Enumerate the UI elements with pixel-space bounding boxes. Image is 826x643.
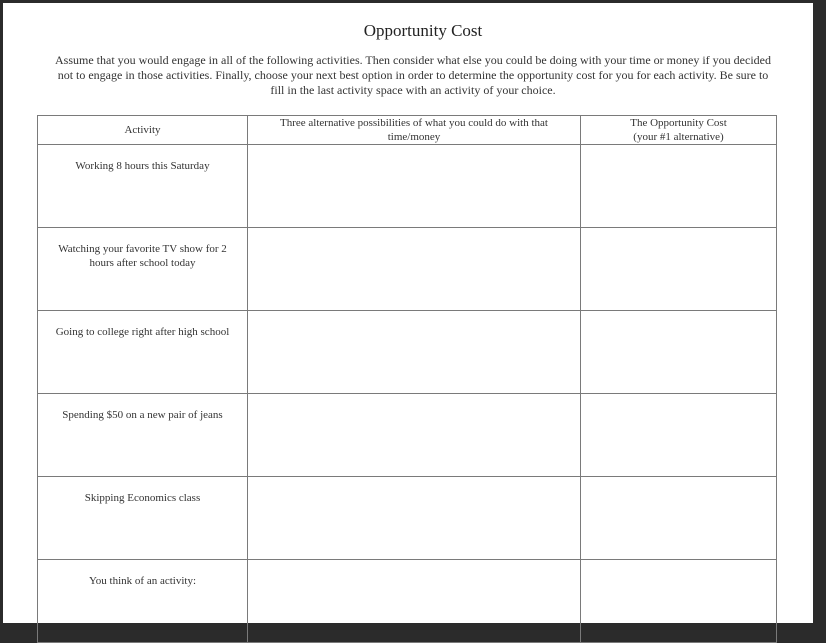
- activity-cell: Going to college right after high school: [38, 311, 248, 394]
- column-header-activity: Activity: [38, 116, 248, 145]
- opportunity-cost-cell[interactable]: [581, 228, 777, 311]
- table-row: [38, 560, 777, 643]
- activity-cell: Spending $50 on a new pair of jeans: [38, 394, 248, 477]
- worksheet-title: Opportunity Cost: [363, 21, 483, 40]
- opportunity-cost-table: [37, 115, 777, 643]
- activity-cell: Skipping Economics class: [38, 477, 248, 560]
- opportunity-cost-cell[interactable]: [581, 311, 777, 394]
- alternatives-cell[interactable]: [248, 145, 581, 228]
- alternatives-cell[interactable]: [248, 394, 581, 477]
- table-row: [38, 477, 777, 560]
- activity-cell: Watching your favorite TV show for 2 hours after school today: [38, 228, 248, 311]
- table-header-row: [38, 116, 777, 145]
- opportunity-cost-cell[interactable]: [581, 560, 777, 643]
- alternatives-cell[interactable]: [248, 560, 581, 643]
- table-row: [38, 145, 777, 228]
- opportunity-cost-cell[interactable]: [581, 477, 777, 560]
- activity-cell: Working 8 hours this Saturday: [38, 145, 248, 228]
- column-header-alternatives: Three alternative possibilities of what you could do with that time/money: [248, 116, 581, 145]
- table-row: [38, 394, 777, 477]
- activity-cell: You think of an activity:: [38, 560, 248, 643]
- alternatives-cell[interactable]: [248, 228, 581, 311]
- alternatives-cell[interactable]: [248, 311, 581, 394]
- table-row: [38, 311, 777, 394]
- opportunity-cost-cell[interactable]: [581, 394, 777, 477]
- column-header-opportunity-cost: [581, 116, 777, 145]
- alternatives-cell[interactable]: [248, 477, 581, 560]
- worksheet-instructions: Assume that you would engage in all of the following activities. Then consider what else you could be doing with your time or money if you decided not to engage in those activities. Finally, choose your next best option in order to determine the opportunity cost for you for each activity. Be sure to fill in the last activity space with an activity of your choice.: [55, 53, 771, 97]
- column-header-cost-line1: The Opportunity Cost: [630, 117, 727, 129]
- column-header-cost-line2: (your #1 alternative): [633, 131, 724, 143]
- worksheet-page: [3, 3, 813, 623]
- table-row: [38, 228, 777, 311]
- opportunity-cost-cell[interactable]: [581, 145, 777, 228]
